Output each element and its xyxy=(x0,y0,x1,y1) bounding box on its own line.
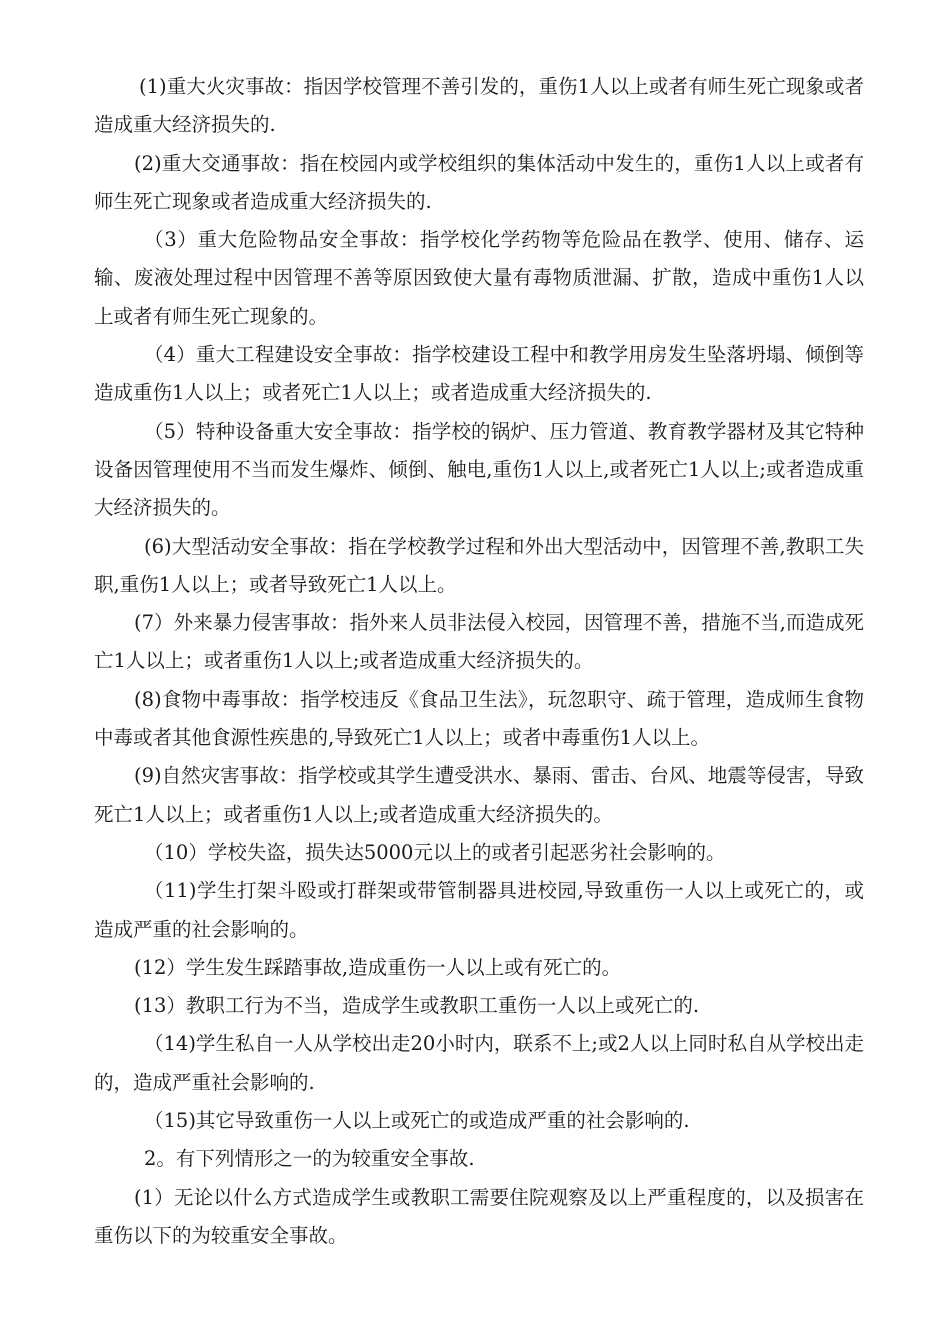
paragraph-natural-disaster: (9)自然灾害事故：指学校或其学生遭受洪水、暴雨、雷击、台风、地震等侵害，导致死亡1人以上；或者重伤1人以上;或者造成重大经济损失的。 xyxy=(94,764,864,826)
paragraph-major-traffic-accident: (2)重大交通事故：指在校园内或学校组织的集体活动中发生的，重伤1人以上或者有师生死亡现象或者造成重大经济损失的. xyxy=(94,151,864,213)
paragraph-construction-accident: （4）重大工程建设安全事故：指学校建设工程中和教学用房发生坠落坍塌、倾倒等造成重伤1人以上；或者死亡1人以上；或者造成重大经济损失的. xyxy=(94,343,864,405)
section-heading-moderate-accidents: 2。有下列情形之一的为较重安全事故. xyxy=(144,1147,475,1171)
paragraph-stampede: (12）学生发生踩踏事故,造成重伤一人以上或有死亡的。 xyxy=(134,955,622,979)
paragraph-external-violence: (7）外来暴力侵害事故：指外来人员非法侵入校园，因管理不善，措施不当,而造成死亡1人以上；或者重伤1人以上;或者造成重大经济损失的。 xyxy=(94,611,864,673)
paragraph-special-equipment-accident: （5）特种设备重大安全事故：指学校的锅炉、压力管道、教育教学器材及其它特种设备因管理使用不当而发生爆炸、倾倒、触电,重伤1人以上,或者死亡1人以上;或者造成重大经济损失的。 xyxy=(94,419,864,520)
paragraph-major-fire-accident: (1)重大火灾事故：指因学校管理不善引发的，重伤1人以上或者有师生死亡现象或者造成重大经济损失的. xyxy=(94,75,864,137)
paragraph-hospitalization: (1）无论以什么方式造成学生或教职工需要住院观察及以上严重程度的，以及损害在重伤以下的为较重安全事故。 xyxy=(94,1185,864,1247)
paragraph-hazardous-materials-accident: （3）重大危险物品安全事故：指学校化学药物等危险品在教学、使用、储存、运输、废液处理过程中因管理不善等原因致使大量有毒物质泄漏、扩散，造成中重伤1人以上或者有师生死亡现象的。 xyxy=(94,228,864,328)
paragraph-theft: （10）学校失盗，损失达5000元以上的或者引起恶劣社会影响的。 xyxy=(144,840,726,864)
paragraph-large-event-accident: (6)大型活动安全事故：指在学校教学过程和外出大型活动中，因管理不善,教职工失职,重伤1人以上；或者导致死亡1人以上。 xyxy=(94,534,864,596)
paragraph-staff-misconduct: (13）教职工行为不当，造成学生或教职工重伤一人以上或死亡的. xyxy=(134,994,700,1018)
paragraph-student-fighting: （11)学生打架斗殴或打群架或带管制器具进校园,导致重伤一人以上或死亡的，或造成严重的社会影响的。 xyxy=(94,879,864,941)
paragraph-other-serious: （15)其它导致重伤一人以上或死亡的或造成严重的社会影响的. xyxy=(144,1109,690,1133)
paragraph-food-poisoning: (8)食物中毒事故：指学校违反《食品卫生法》，玩忽职守、疏于管理，造成师生食物中毒或者其他食源性疾患的,导致死亡1人以上；或者中毒重伤1人以上。 xyxy=(94,687,864,750)
document-body xyxy=(94,68,864,1255)
paragraph-student-missing: （14)学生私自一人从学校出走20小时内，联系不上;或2人以上同时私自从学校出走的，造成严重社会影响的. xyxy=(94,1032,864,1094)
